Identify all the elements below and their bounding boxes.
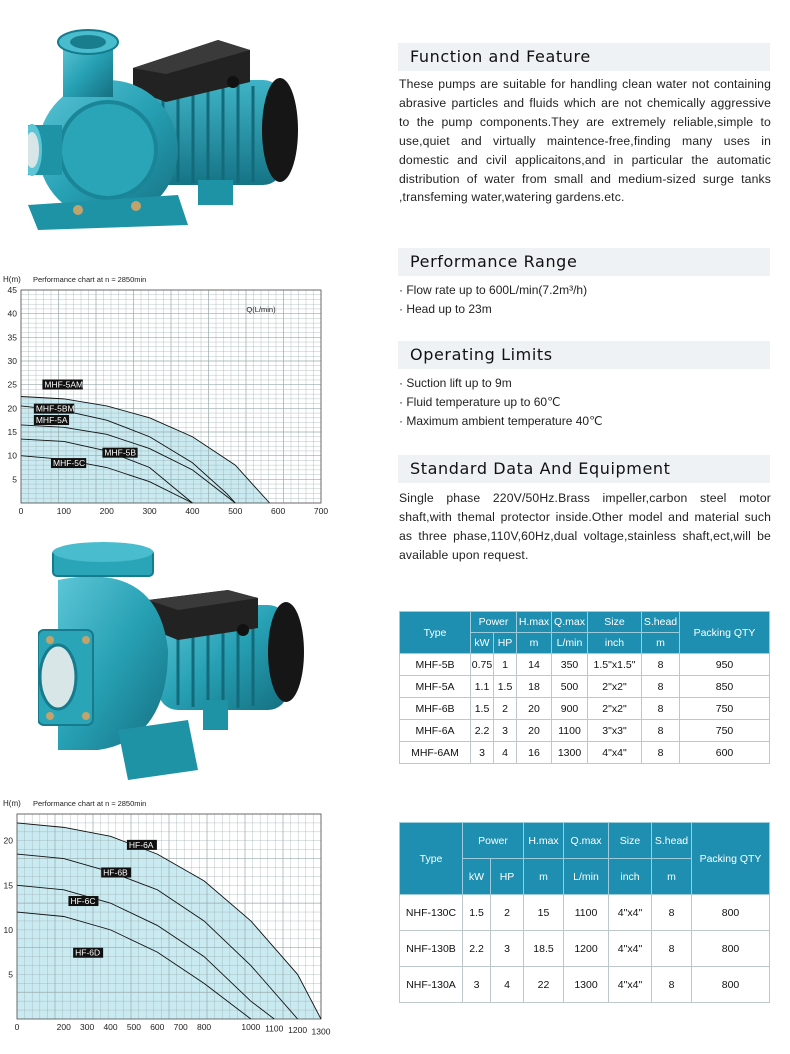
y-tick-label: 5	[12, 474, 17, 485]
header-type: Type	[400, 823, 463, 895]
table-cell: 4	[494, 742, 517, 764]
table-cell: 1300	[552, 742, 588, 764]
table-cell: MHF-6B	[400, 698, 471, 720]
y-tick-label: 10	[3, 924, 13, 935]
spec-table-mhf	[399, 611, 770, 764]
list-item: · Suction lift up to 9m	[399, 376, 512, 390]
table-cell: NHF-130A	[400, 967, 463, 1003]
table-cell: 22	[524, 967, 564, 1003]
x-axis-label: Q(L/min)	[246, 305, 276, 315]
table-row	[400, 654, 770, 676]
table-cell: 2"x2"	[588, 698, 642, 720]
table-row	[400, 895, 770, 931]
y-tick-label: 35	[7, 332, 17, 343]
chart-title: Performance chart at n ≈ 2850min	[33, 275, 147, 284]
header-m: m	[652, 859, 692, 895]
table-cell: 3	[471, 742, 494, 764]
performance-chart-mhf	[0, 270, 330, 520]
series-label: MHF-5A	[35, 415, 68, 426]
table-cell: MHF-5A	[400, 676, 471, 698]
table-cell: 1	[494, 654, 517, 676]
x-tick-label: 200	[99, 506, 114, 516]
table-cell: 2	[494, 698, 517, 720]
table-cell: 4"x4"	[609, 895, 652, 931]
table-cell: 2.2	[463, 931, 491, 967]
performance-chart-hf	[0, 792, 340, 1042]
table-cell: MHF-6AM	[400, 742, 471, 764]
table-cell: 0.75	[471, 654, 494, 676]
list-item: · Maximum ambient temperature 40℃	[399, 413, 603, 428]
header-qmax: Q.max	[552, 612, 588, 633]
table-cell: 1300	[564, 967, 609, 1003]
header-inch: inch	[609, 859, 652, 895]
table-cell: 3"x3"	[588, 720, 642, 742]
header-type: Type	[400, 612, 471, 654]
x-tick-label: 400	[185, 506, 200, 516]
table-cell: 600	[680, 742, 770, 764]
list-item: · Flow rate up to 600L/min(7.2m³/h)	[399, 283, 588, 297]
header-qmax: Q.max	[564, 823, 609, 859]
table-cell: 1100	[552, 720, 588, 742]
header-hmax: H.max	[524, 823, 564, 859]
y-axis-label: H(m)	[3, 799, 21, 808]
performance-list	[399, 281, 587, 319]
list-item: · Fluid temperature up to 60℃	[399, 394, 561, 409]
x-tick-label: 600	[271, 506, 286, 516]
series-label: MHF-5AM	[44, 379, 84, 390]
table-cell: 8	[652, 931, 692, 967]
series-label: HF-6A	[128, 839, 154, 850]
table-cell: 1.1	[471, 676, 494, 698]
y-tick-label: 25	[7, 379, 17, 390]
table-cell: 500	[552, 676, 588, 698]
x-tick-label: 100	[56, 506, 71, 516]
y-axis-label: H(m)	[3, 275, 21, 284]
table-row	[400, 676, 770, 698]
section-header-standard	[398, 455, 770, 483]
table-cell: 18.5	[524, 931, 564, 967]
x-tick-label: 1200	[288, 1025, 308, 1035]
table-cell: 2.2	[471, 720, 494, 742]
table-cell: 8	[642, 698, 680, 720]
header-lmin: L/min	[552, 633, 588, 654]
table-cell: 8	[652, 967, 692, 1003]
table-cell: 4"x4"	[609, 931, 652, 967]
table-cell: 800	[692, 931, 770, 967]
table-cell: 900	[552, 698, 588, 720]
y-tick-label: 30	[7, 356, 17, 366]
table-cell: 18	[517, 676, 552, 698]
x-tick-label: 700	[173, 1022, 188, 1032]
header-hp: HP	[494, 633, 517, 654]
header-lmin: L/min	[564, 859, 609, 895]
table-cell: 4"x4"	[588, 742, 642, 764]
series-label: MHF-5B	[104, 447, 137, 458]
table-cell: 15	[524, 895, 564, 931]
section-header-function	[398, 43, 770, 71]
y-tick-label: 5	[8, 969, 13, 980]
table-cell: 2"x2"	[588, 676, 642, 698]
table-cell: 1.5	[463, 895, 491, 931]
section-title: Operating Limits	[410, 345, 553, 364]
series-label: HF-6B	[103, 867, 128, 878]
standard-paragraph: Single phase 220V/50Hz.Brass impeller,carbon steel motor shaft,with themal protector inside.Other model and material such as three phase,110V,60Hz,dual voltage,stainless shaft,ect,will be available upon request.	[399, 491, 771, 562]
table-cell: 350	[552, 654, 588, 676]
section-title: Performance Range	[410, 252, 578, 271]
table-cell: 8	[642, 654, 680, 676]
section-header-performance	[398, 248, 770, 276]
table-row	[400, 720, 770, 742]
x-tick-label: 1100	[265, 1023, 284, 1034]
y-tick-label: 20	[7, 403, 17, 414]
x-tick-label: 0	[18, 506, 24, 516]
table-cell: 14	[517, 654, 552, 676]
table-cell: 750	[680, 698, 770, 720]
y-tick-label: 40	[7, 308, 17, 319]
table-cell: 750	[680, 720, 770, 742]
x-tick-label: 500	[228, 506, 243, 516]
table-cell: MHF-5B	[400, 654, 471, 676]
header-m: m	[517, 633, 552, 654]
pump-image-mhf	[28, 20, 308, 250]
table-cell: 4"x4"	[609, 967, 652, 1003]
table-cell: 4	[491, 967, 524, 1003]
chart-title: Performance chart at n ≈ 2850min	[33, 799, 147, 808]
table-cell: 800	[692, 895, 770, 931]
table-row	[400, 967, 770, 1003]
table-cell: 20	[517, 720, 552, 742]
y-tick-label: 10	[7, 450, 17, 461]
table-cell: 1100	[564, 895, 609, 931]
table-cell: 1.5	[471, 698, 494, 720]
list-item: · Head up to 23m	[399, 301, 492, 316]
table-cell: 8	[642, 742, 680, 764]
x-tick-label: 1000	[241, 1022, 261, 1032]
header-hp: HP	[491, 859, 524, 895]
header-packing: Packing QTY	[692, 823, 770, 895]
table-cell: 950	[680, 654, 770, 676]
x-tick-label: 400	[103, 1022, 118, 1032]
y-tick-label: 45	[7, 285, 17, 295]
header-m: m	[524, 859, 564, 895]
x-tick-label: 0	[14, 1022, 20, 1032]
header-m: m	[642, 633, 680, 654]
header-size: Size	[609, 823, 652, 859]
header-power: Power	[471, 612, 517, 633]
table-cell: 1200	[564, 931, 609, 967]
table-cell: 800	[692, 967, 770, 1003]
y-tick-label: 15	[7, 427, 17, 437]
x-tick-label: 800	[196, 1022, 212, 1032]
table-row	[400, 742, 770, 764]
table-cell: NHF-130C	[400, 895, 463, 931]
table-cell: 850	[680, 676, 770, 698]
table-cell: 8	[652, 895, 692, 931]
y-tick-label: 20	[3, 835, 13, 846]
section-header-limits	[398, 341, 770, 369]
header-hmax: H.max	[517, 612, 552, 633]
table-cell: 3	[491, 931, 524, 967]
table-cell: NHF-130B	[400, 931, 463, 967]
header-shead: S.head	[652, 823, 692, 859]
pump-image-nhf	[38, 540, 308, 790]
series-label: HF-6C	[70, 896, 96, 907]
x-tick-label: 600	[150, 1022, 165, 1032]
series-label: MHF-5C	[53, 458, 86, 469]
header-kw: kW	[471, 633, 494, 654]
header-power: Power	[463, 823, 524, 859]
header-shead: S.head	[642, 612, 680, 633]
table-cell: 8	[642, 720, 680, 742]
table-row	[400, 931, 770, 967]
table-cell: 1.5"x1.5"	[588, 654, 642, 676]
table-cell: 3	[463, 967, 491, 1003]
x-tick-label: 300	[80, 1022, 95, 1032]
table-cell: MHF-6A	[400, 720, 471, 742]
section-title: Standard Data And Equipment	[410, 459, 671, 478]
table-cell: 20	[517, 698, 552, 720]
table-cell: 1.5	[494, 676, 517, 698]
header-kw: kW	[463, 859, 491, 895]
table-cell: 2	[491, 895, 524, 931]
y-tick-label: 15	[3, 880, 13, 891]
x-tick-label: 200	[56, 1022, 71, 1032]
table-cell: 16	[517, 742, 552, 764]
header-inch: inch	[588, 633, 642, 654]
x-tick-label: 700	[313, 506, 329, 516]
table-row	[400, 698, 770, 720]
x-tick-label: 1300	[311, 1026, 331, 1037]
x-tick-label: 500	[126, 1022, 142, 1032]
chart-grid	[21, 290, 321, 503]
series-label: HF-6D	[75, 947, 101, 958]
section-title: Function and Feature	[410, 47, 591, 66]
header-packing: Packing QTY	[680, 612, 770, 654]
header-size: Size	[588, 612, 642, 633]
spec-table-nhf	[399, 822, 770, 1003]
function-paragraph: These pumps are suitable for handling clean water not containing abrasive particles and fluids which are not chemically aggressive to the pump components.They are extremely reliable,simple to use,quiet and virtually maintence-free,finding many uses in domestic and civil applicaitons,and in particular the automatic distribution of water from small and medium-sized surge tanks ,transfeming water,watering gardens.etc.	[399, 77, 771, 205]
table-cell: 3	[494, 720, 517, 742]
table-cell: 8	[642, 676, 680, 698]
x-tick-label: 300	[142, 506, 157, 516]
limits-list	[399, 374, 603, 430]
series-label: MHF-5BM	[35, 403, 75, 414]
